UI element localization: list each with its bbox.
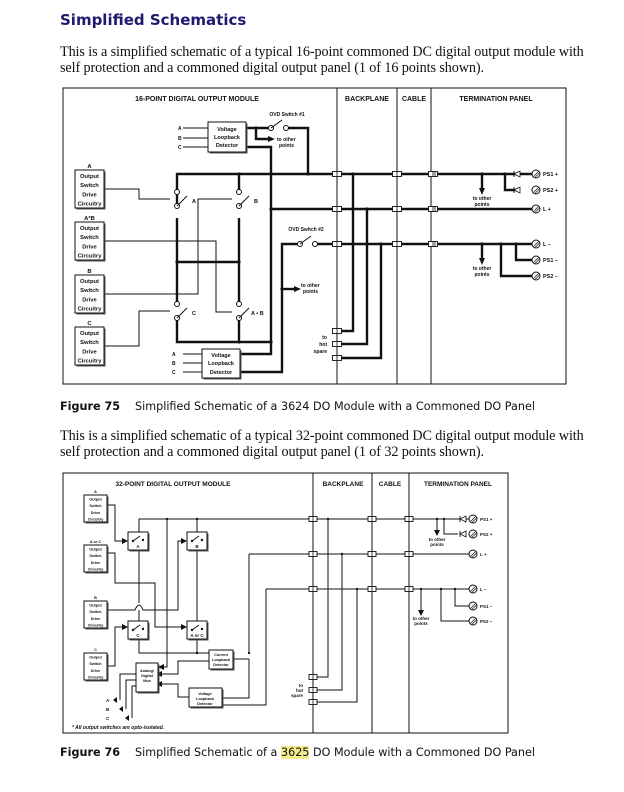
drive-text: Switch bbox=[80, 183, 99, 190]
svg-text:Loopback: Loopback bbox=[208, 361, 234, 367]
opto-switch-box bbox=[187, 532, 209, 552]
switch-label: C bbox=[136, 633, 140, 638]
paragraph-line: This is a simplified schematic of a typical 16-point commoned DC digital output module with bbox=[60, 44, 584, 60]
switch-label: B bbox=[254, 199, 258, 205]
junction-dot bbox=[443, 518, 445, 520]
switch-label: A • B bbox=[251, 311, 264, 317]
drive-text: Output bbox=[89, 547, 102, 552]
junction-dot bbox=[327, 518, 329, 520]
svg-text:Loopback: Loopback bbox=[214, 135, 240, 141]
diode-icon bbox=[460, 531, 466, 537]
svg-text:Detector: Detector bbox=[197, 702, 213, 706]
drive-text: Output bbox=[80, 330, 99, 337]
output-switch-drive-circuitry-box bbox=[84, 540, 109, 574]
terminal-label: L – bbox=[480, 587, 487, 592]
junction-dot bbox=[166, 518, 168, 520]
switch-label: C bbox=[192, 311, 196, 317]
svg-text:Digital: Digital bbox=[141, 674, 153, 678]
to-other-points-label: points bbox=[430, 542, 444, 547]
paragraph-line: self protection and a commoned digital output panel (1 of 16 points shown). bbox=[60, 60, 484, 76]
drive-text: Drive bbox=[82, 349, 97, 356]
ovd-switch-2-label: OVD Switch #2 bbox=[288, 227, 324, 233]
to-other-points-label: to other bbox=[428, 537, 446, 542]
screw-terminal bbox=[469, 602, 493, 610]
svg-text:Mux: Mux bbox=[143, 679, 151, 683]
junction-dot bbox=[341, 553, 343, 555]
junction-dot bbox=[436, 518, 438, 520]
svg-text:Current: Current bbox=[214, 653, 228, 657]
connector bbox=[405, 552, 413, 557]
connector bbox=[309, 552, 317, 557]
backplane-label: BACKPLANE bbox=[345, 96, 389, 103]
signal-c: C bbox=[106, 716, 110, 721]
junction-dot bbox=[196, 652, 198, 654]
fig76-arrowheads bbox=[113, 530, 440, 721]
module-title: 32-POINT DIGITAL OUTPUT MODULE bbox=[115, 481, 231, 488]
highlighted-model-number: 3625 bbox=[280, 746, 310, 759]
to-other-points-label: points bbox=[474, 202, 490, 208]
signal-c: C bbox=[178, 145, 182, 151]
figure-76-caption bbox=[60, 746, 535, 759]
connector bbox=[309, 517, 317, 522]
to-other-points-label: to other bbox=[412, 616, 430, 621]
junction-dot bbox=[356, 588, 358, 590]
drive-text: Drive bbox=[90, 668, 101, 673]
terminal-label: PS1 + bbox=[480, 517, 493, 522]
terminal-label: L – bbox=[543, 242, 551, 248]
terminal-label: PS2 + bbox=[480, 532, 493, 537]
drive-label: A or C bbox=[89, 540, 102, 544]
drive-text: Circuitry bbox=[87, 675, 104, 680]
termination-label: TERMINATION PANEL bbox=[423, 481, 493, 488]
termination-label: TERMINATION PANEL bbox=[459, 96, 533, 103]
opto-isolation-note: * All output switches are opto-isolated. bbox=[72, 725, 165, 731]
to-other-points-label: to other bbox=[277, 137, 296, 143]
screw-terminal bbox=[469, 617, 493, 625]
hot-spare-label: hot bbox=[319, 342, 327, 348]
to-other-points-label: to other bbox=[301, 283, 320, 289]
drive-text: Circuitry bbox=[77, 253, 102, 260]
signal-a: A bbox=[106, 698, 110, 703]
drive-text: Switch bbox=[80, 235, 99, 242]
paragraph-line: self protection and a commoned digital output panel (1 of 32 points shown). bbox=[60, 444, 484, 460]
connector bbox=[405, 587, 413, 592]
svg-text:Loopback: Loopback bbox=[196, 697, 214, 701]
drive-label: B bbox=[87, 269, 92, 275]
caption-text: Simplified Schematic of a bbox=[135, 746, 281, 759]
opto-switch-box bbox=[128, 532, 150, 552]
connector bbox=[309, 688, 317, 693]
connector bbox=[405, 517, 413, 522]
drive-text: Drive bbox=[82, 244, 97, 251]
drive-text: Switch bbox=[89, 504, 102, 509]
drive-text: Output bbox=[80, 278, 99, 285]
current-loopback-detector bbox=[209, 650, 235, 671]
connector bbox=[309, 587, 317, 592]
drive-text: Circuitry bbox=[87, 517, 104, 522]
junction-dot bbox=[196, 518, 198, 520]
drive-text: Drive bbox=[82, 297, 97, 304]
drive-label: A*B bbox=[84, 216, 95, 222]
drive-text: Switch bbox=[89, 554, 102, 559]
drive-text: Switch bbox=[80, 340, 99, 347]
module-title: 16-POINT DIGITAL OUTPUT MODULE bbox=[135, 96, 259, 103]
svg-text:Voltage: Voltage bbox=[217, 127, 237, 133]
drive-text: Circuitry bbox=[77, 306, 102, 313]
drive-text: Drive bbox=[90, 510, 101, 515]
ovd-switch-1-label: OVD Switch #1 bbox=[269, 112, 305, 118]
switch-label: A or C bbox=[190, 633, 204, 638]
drive-text: Output bbox=[89, 603, 102, 608]
signal-b: B bbox=[178, 136, 182, 142]
to-other-points-label: points bbox=[414, 621, 428, 626]
svg-text:Detector: Detector bbox=[215, 143, 239, 149]
to-other-points-label: to other bbox=[472, 196, 492, 202]
to-other-points-label: to other bbox=[472, 266, 492, 272]
paragraph-line: This is a simplified schematic of a typical 32-point commoned DC digital output module with bbox=[60, 428, 584, 444]
drive-text: Circuitry bbox=[77, 358, 102, 365]
terminal-label: PS1 + bbox=[543, 172, 559, 178]
terminal-label: PS1 – bbox=[543, 258, 558, 264]
screw-terminal bbox=[469, 530, 493, 538]
to-other-points-label: points bbox=[474, 272, 490, 278]
screw-terminal bbox=[469, 515, 493, 523]
svg-text:Detector: Detector bbox=[213, 663, 229, 667]
svg-text:Voltage: Voltage bbox=[211, 353, 231, 359]
drive-text: Output bbox=[89, 497, 102, 502]
screw-terminal bbox=[469, 550, 487, 558]
analog-digital-mux bbox=[136, 663, 160, 694]
voltage-loopback-detector bbox=[189, 688, 224, 709]
drive-text: Output bbox=[89, 655, 102, 660]
opto-switch-box bbox=[187, 621, 209, 641]
signal-b: B bbox=[172, 361, 176, 367]
svg-text:Analog/: Analog/ bbox=[140, 669, 154, 673]
screw-terminal bbox=[469, 585, 487, 593]
drive-label: A bbox=[94, 490, 97, 494]
drive-text: Drive bbox=[82, 192, 97, 199]
figure-number: Figure 76 bbox=[60, 746, 121, 759]
drive-text: Circuitry bbox=[77, 201, 102, 208]
hot-spare-label: to bbox=[298, 683, 303, 688]
drive-text: Switch bbox=[89, 662, 102, 667]
switch-label: A bbox=[192, 199, 196, 205]
drive-label: C bbox=[87, 321, 92, 327]
signal-b: B bbox=[106, 707, 110, 712]
diode-icon bbox=[460, 516, 466, 522]
svg-text:Loopback: Loopback bbox=[212, 658, 230, 662]
hot-spare-label: spare bbox=[313, 349, 327, 355]
signal-c: C bbox=[172, 370, 176, 376]
switch-label: B bbox=[195, 544, 199, 549]
signal-a: A bbox=[172, 352, 176, 358]
output-switch-drive-circuitry-box bbox=[84, 648, 109, 682]
signal-a: A bbox=[178, 126, 182, 132]
to-other-points-label: points bbox=[279, 143, 294, 149]
drive-text: Circuitry bbox=[87, 623, 104, 628]
drive-text: Drive bbox=[90, 616, 101, 621]
svg-text:Voltage: Voltage bbox=[198, 692, 212, 696]
junction-dot bbox=[420, 588, 422, 590]
junction-dot bbox=[248, 652, 250, 654]
terminal-label: PS1 – bbox=[480, 604, 493, 609]
section-heading: Simplified Schematics bbox=[60, 11, 247, 29]
terminal-label: PS2 – bbox=[480, 619, 493, 624]
junction-dot bbox=[440, 588, 442, 590]
drive-text: Switch bbox=[89, 610, 102, 615]
connector bbox=[309, 700, 317, 705]
drive-text: Output bbox=[80, 225, 99, 232]
cable-label: CABLE bbox=[401, 96, 427, 103]
junction-dot bbox=[454, 588, 456, 590]
switch-label: A bbox=[136, 544, 140, 549]
drive-label: B bbox=[94, 596, 97, 600]
caption-text: Simplified Schematic of a 3624 DO Module with a Commoned DO Panel bbox=[135, 400, 535, 413]
connector bbox=[368, 552, 376, 557]
hot-spare-label: spare bbox=[290, 693, 303, 698]
figure-number: Figure 75 bbox=[60, 400, 121, 413]
terminal-label: L + bbox=[480, 552, 487, 557]
connector bbox=[368, 517, 376, 522]
drive-label: A bbox=[87, 164, 92, 170]
terminal-label: L + bbox=[543, 207, 552, 213]
to-other-points-label: points bbox=[303, 289, 318, 295]
terminal-label: PS2 – bbox=[543, 274, 558, 280]
connector bbox=[368, 587, 376, 592]
drive-label: C bbox=[94, 648, 97, 652]
terminal-label: PS2 + bbox=[543, 188, 559, 194]
drive-text: Switch bbox=[80, 288, 99, 295]
drive-text: Drive bbox=[90, 560, 101, 565]
connector bbox=[309, 675, 317, 680]
backplane-label: BACKPLANE bbox=[322, 481, 364, 488]
output-switch-drive-circuitry-box bbox=[84, 490, 109, 524]
opto-switch-box bbox=[128, 621, 150, 641]
drive-text: Circuitry bbox=[87, 567, 104, 572]
cable-label: CABLE bbox=[378, 481, 402, 488]
hot-spare-label: to bbox=[322, 335, 327, 341]
svg-text:Detector: Detector bbox=[209, 370, 233, 376]
output-switch-drive-circuitry-box bbox=[84, 596, 109, 630]
hot-spare-label: hot bbox=[296, 688, 303, 693]
drive-text: Output bbox=[80, 173, 99, 180]
caption-text: DO Module with a Commoned DO Panel bbox=[309, 746, 535, 759]
